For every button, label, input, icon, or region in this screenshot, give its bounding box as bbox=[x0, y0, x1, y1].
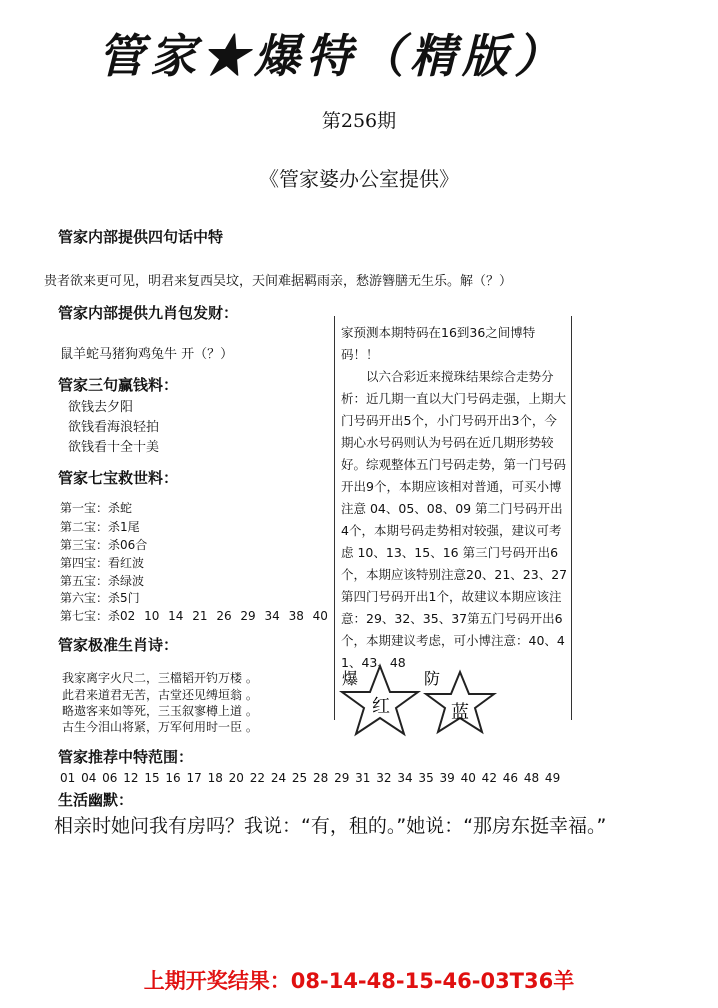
treasure-item: 第五宝：杀绿波 bbox=[60, 574, 145, 588]
treasure-item: 第四宝：看红波 bbox=[60, 556, 145, 570]
poem-line: 古生今泪山将紧，万军何用时一臣 。 bbox=[62, 720, 258, 734]
money-line: 欲钱去夕阳 bbox=[68, 400, 134, 415]
range-numbers: 01 04 06 12 15 16 17 18 20 22 24 25 28 29 31 32 34 35 39 40 42 46 48 49 bbox=[60, 771, 561, 785]
poem-line: 此君来道君无苦，古堂还见缚垣翁 。 bbox=[62, 688, 258, 702]
provider-line: 《管家婆办公室提供》 bbox=[259, 167, 459, 191]
treasure-item: 第二宝：杀1尾 bbox=[60, 520, 140, 534]
poem-line: 略遨客来如等死，三玉叙寥樽上道 。 bbox=[62, 704, 258, 718]
treasure-item: 第三宝：杀06合 bbox=[60, 538, 148, 552]
money-line: 欲钱看海浪轻拍 bbox=[68, 420, 160, 435]
star-right-label: 防 bbox=[424, 669, 441, 688]
money-lines-heading: 管家三句赢钱料： bbox=[58, 376, 179, 394]
analysis-text bbox=[341, 322, 569, 674]
treasure-item: 第一宝：杀蛇 bbox=[60, 501, 133, 515]
humor-heading: 生活幽默： bbox=[58, 791, 134, 809]
nine-zodiac-text: 鼠羊蛇马猪狗鸡兔牛 开（？） bbox=[60, 347, 234, 362]
stars-graphic bbox=[330, 660, 510, 740]
four-sentences-text: 贵者欲来更可见，明君来复西吴坟，天间难据羁雨亲，愁游簪膳无生乐。解（？） bbox=[44, 274, 513, 289]
treasure-item: 第七宝：杀02 10 14 21 26 29 34 38 40 bbox=[60, 609, 328, 623]
banner-title: 管家★爆特（精版） bbox=[98, 29, 566, 83]
humor-text: 相亲时她问我有房吗？我说：“有，租的。”她说：“那房东挺幸福。” bbox=[54, 815, 607, 837]
star-right-center: 蓝 bbox=[451, 702, 469, 723]
seven-treasures-heading: 管家七宝救世料： bbox=[58, 469, 179, 487]
treasure-item: 第六宝：杀5门 bbox=[60, 591, 140, 605]
nine-zodiac-heading: 管家内部提供九肖包发财： bbox=[58, 304, 239, 322]
issue-number: 第256期 bbox=[321, 110, 397, 132]
analysis-prediction: 家预测本期特码在16到36之间博特码！！ bbox=[341, 325, 536, 362]
star-left-label: 爆 bbox=[342, 669, 359, 688]
star-left-center: 红 bbox=[372, 696, 390, 717]
poem-line: 我家离字火尺二，三檔韬开钓万楼 。 bbox=[62, 671, 258, 685]
last-result: 上期开奖结果：08-14-48-15-46-03T36羊 bbox=[143, 969, 575, 993]
range-heading: 管家推荐中特范围： bbox=[58, 748, 194, 766]
money-line: 欲钱看十全十美 bbox=[68, 440, 160, 455]
four-sentences-heading: 管家内部提供四句话中特 bbox=[58, 228, 224, 246]
poem-heading: 管家极准生肖诗： bbox=[58, 636, 179, 654]
analysis-paragraph: 以六合彩近来搅珠结果综合走势分析：近几期一直以大门号码走强，上期大门号码开出5个，小门号码开出3个，今期心水号码则认为号码在近几期形势较好。综观整体五门号码走势，第一门号码开出9个，本期应该相对普通，可买小博注意 04、05、08、09 第二门号码开出4个，本期号码走势相对较强，建议可考虑 10、13、15、16 第三门号码开出6个，本期应该特别注意20、21、23、27 第四门号码开出1个，故建议本期应该注意：29、32、35、37第五门号码开出6个，本期建议考虑，可小博注意：40、41、43、48 bbox=[341, 369, 568, 670]
